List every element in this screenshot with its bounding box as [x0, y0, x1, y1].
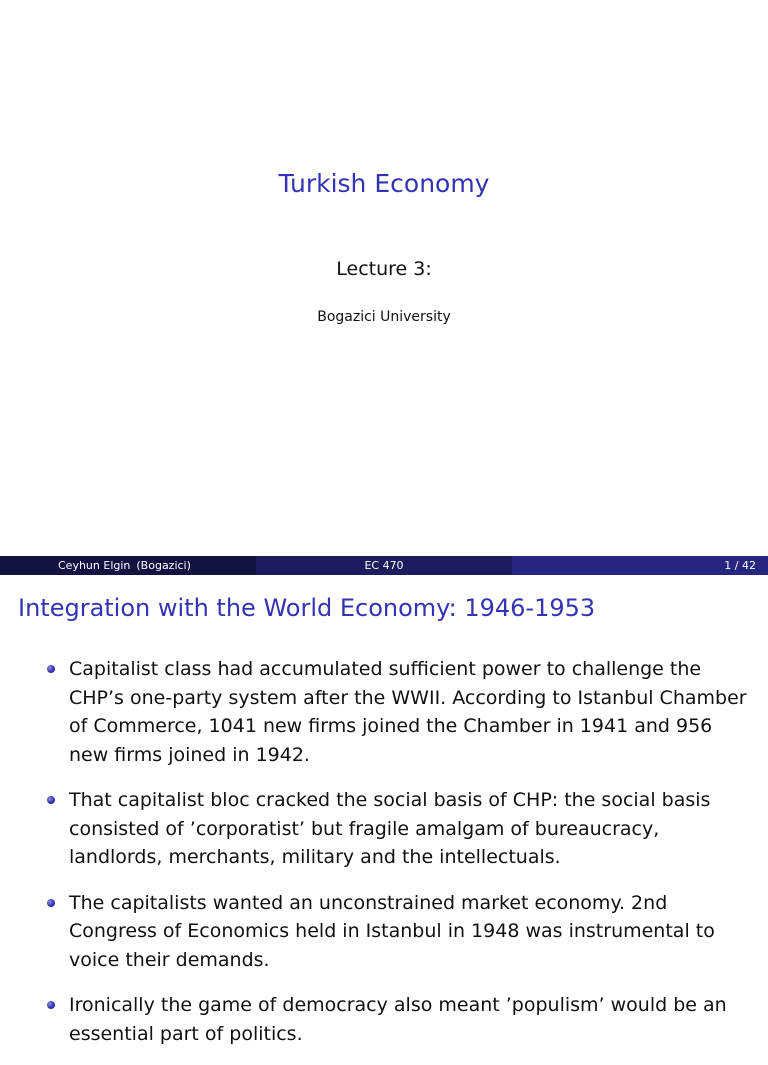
bullet-text: That capitalist bloc cracked the social basis of CHP: the social basis consisted of ’corporatist’ but fragile amalgam of bureaucracy, landlords, merchants, military and the intellectuals. — [69, 789, 711, 868]
presentation-title: Turkish Economy — [278, 169, 490, 198]
frame-title: Integration with the World Economy: 1946-1953 — [18, 594, 596, 622]
bullet-item — [0, 786, 768, 872]
bullet-text: Ironically the game of democracy also meant ’populism’ would be an essential part of politics. — [69, 994, 727, 1045]
bullet-item — [0, 889, 768, 975]
bullet-dot-icon — [47, 1001, 55, 1009]
bullet-item — [0, 655, 768, 769]
bullet-text: Capitalist class had accumulated sufficient power to challenge the CHP’s one-party system after the WWII. According to Istanbul Chamber of Commerce, 1041 new firms joined the Chamber in 1941 and 956 new firms joined in 1942. — [69, 658, 747, 766]
footer-page-number: 1 / 42 — [724, 559, 756, 572]
bullet-list — [0, 655, 768, 1065]
lecture-subtitle: Lecture 3: — [336, 258, 432, 280]
bullet-dot-icon — [47, 796, 55, 804]
institute-name: Bogazici University — [317, 309, 451, 325]
slide-footer — [0, 556, 768, 575]
footer-author: Ceyhun Elgin — [58, 559, 131, 572]
footer-course-section — [256, 556, 512, 575]
bullet-dot-icon — [47, 665, 55, 673]
content-slide — [0, 575, 768, 1045]
footer-author-section — [0, 556, 256, 575]
bullet-dot-icon — [47, 899, 55, 907]
bullet-item — [0, 991, 768, 1048]
footer-author-institute: (Bogazici) — [136, 559, 191, 572]
bullet-text: The capitalists wanted an unconstrained market economy. 2nd Congress of Economics held in Istanbul in 1948 was instrumental to voice their demands. — [69, 891, 715, 971]
footer-course: EC 470 — [364, 559, 404, 572]
footer-page-section — [512, 556, 768, 575]
